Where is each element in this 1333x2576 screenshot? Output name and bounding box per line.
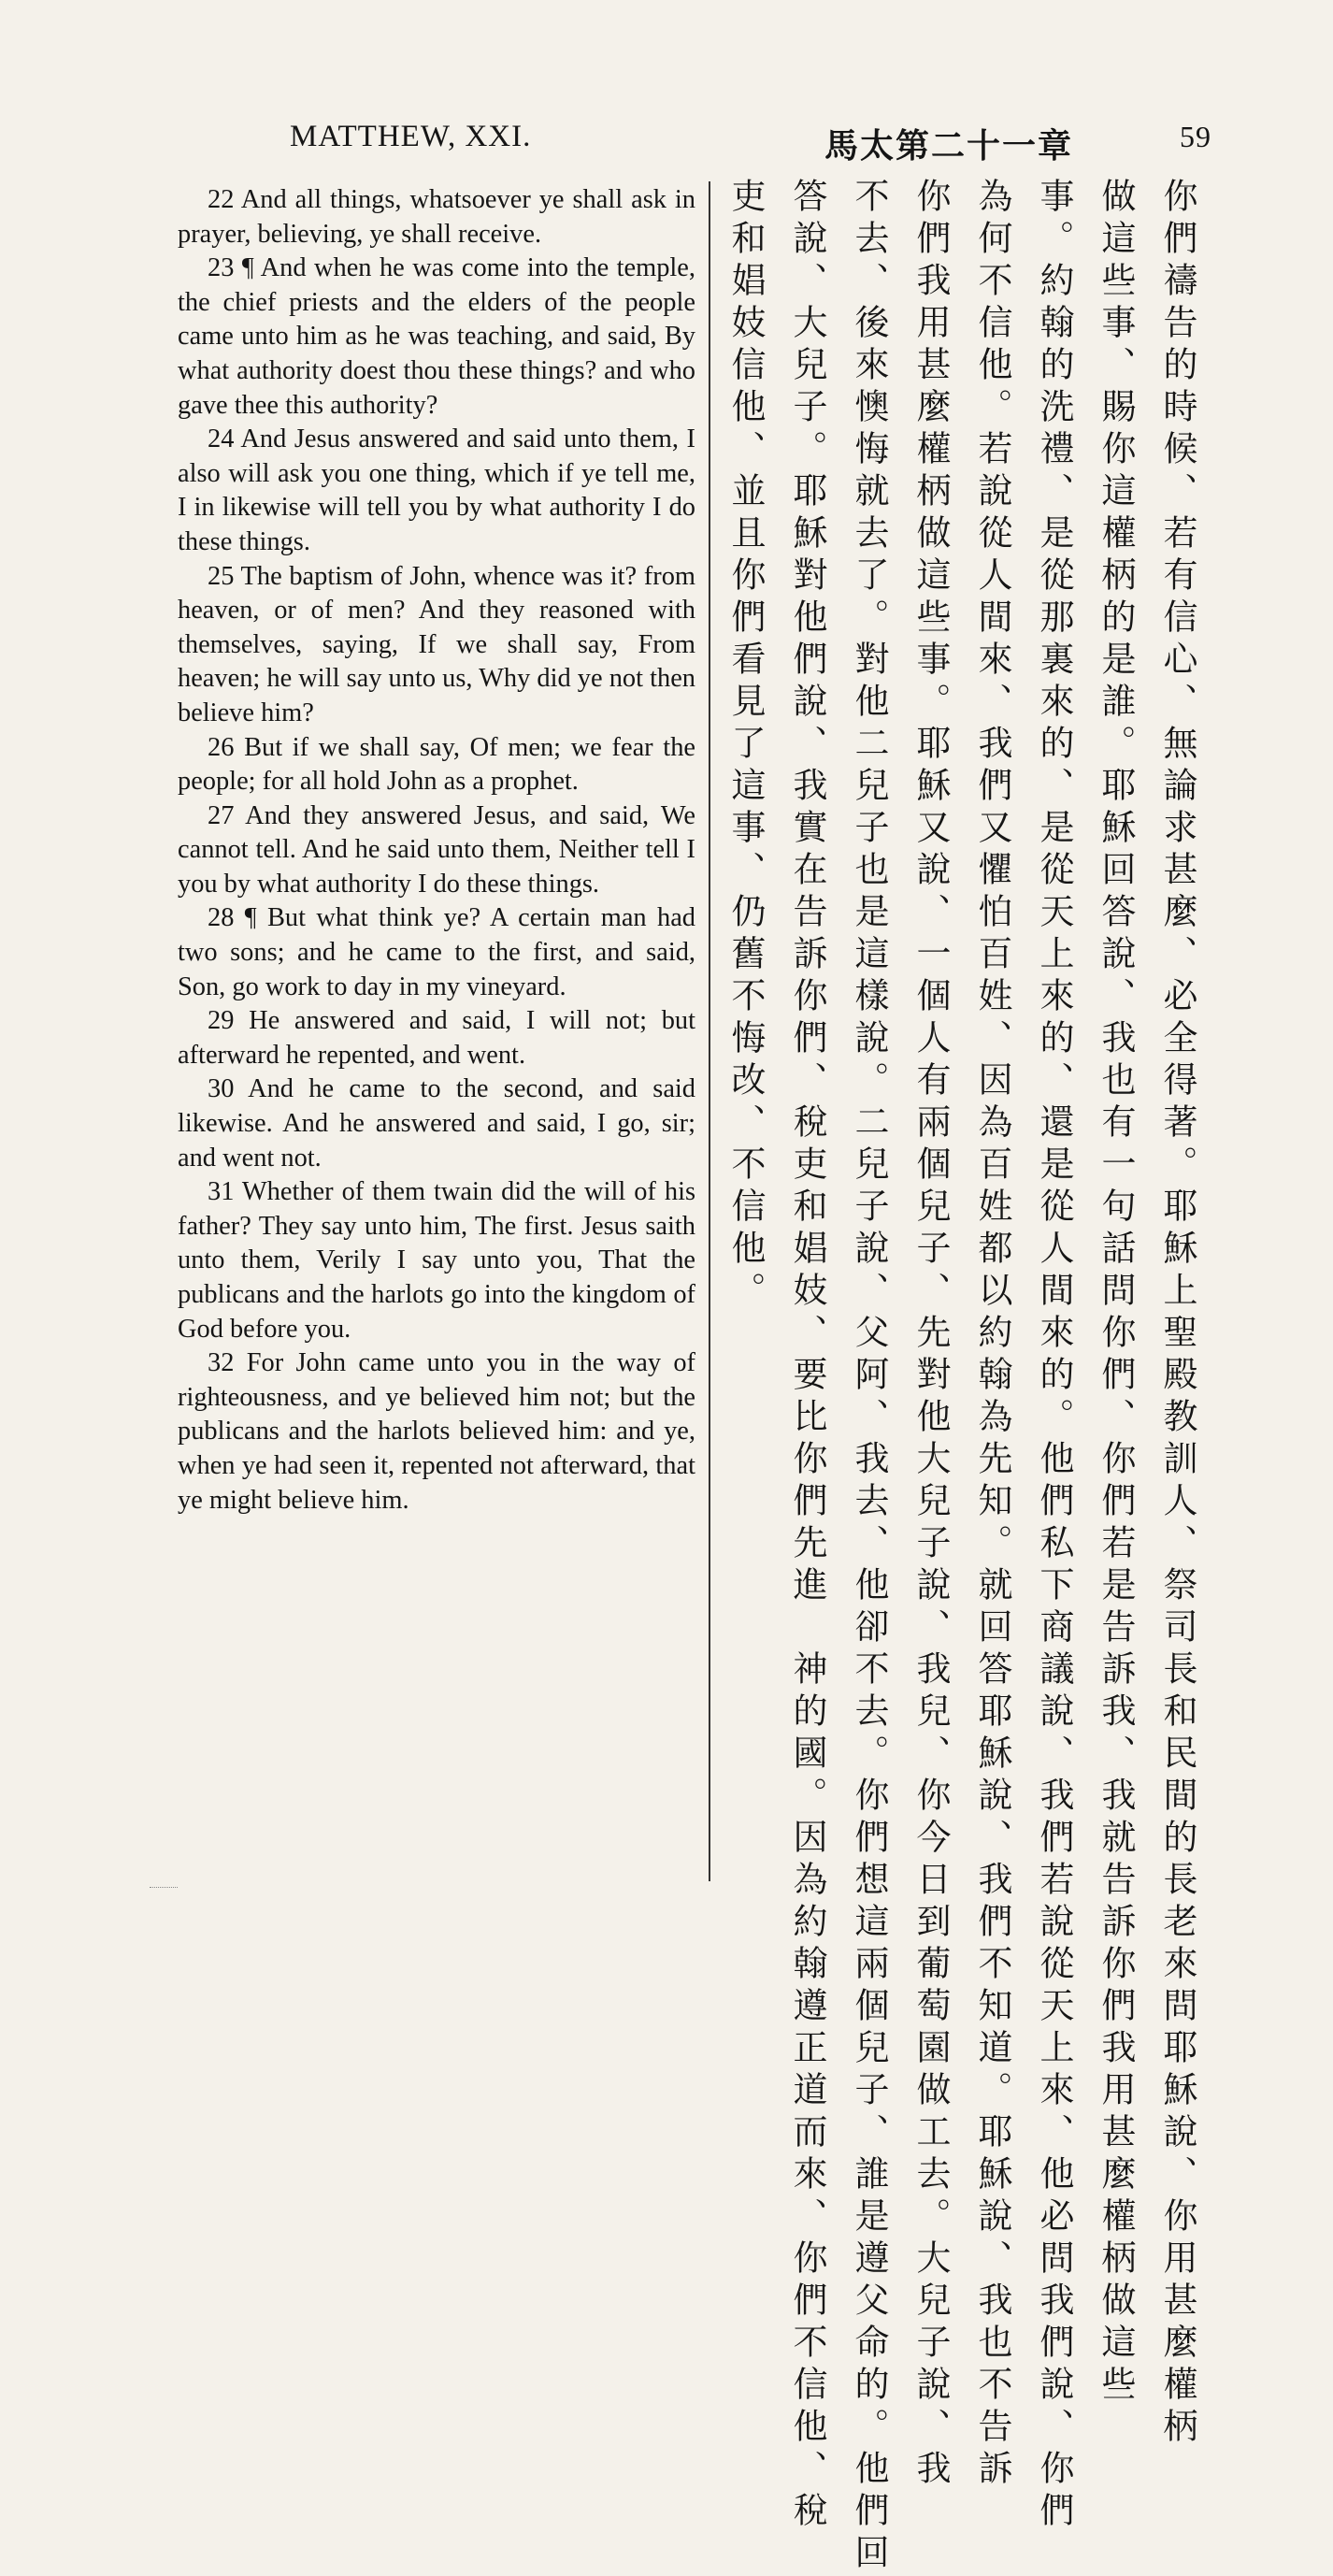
verse-28: 28 ¶ But what think ye? A certain man had two sons; and he came to the first, and said, Son, go work to day in my vineyard. (178, 903, 695, 1001)
chinese-line-3: 事。約翰的洗禮、是從那裏來的、是從天上來的、還是從人間來的。他們私下商議說、我們若說從天上來、他必問我們說、你們 (1034, 178, 1074, 2534)
verse-24: 24 And Jesus answered and said unto them, I also will ask you one thing, which if ye tell me, I in likewise will tell you by what authority I do these things. (178, 425, 695, 556)
verse-27: 27 And they answered Jesus, and said, We cannot tell. And he said unto them, Neither tell I you by what authority I do these things. (178, 800, 695, 899)
chinese-text-column (720, 178, 1206, 2576)
running-head-chinese: 馬太第二十一章 (824, 127, 1074, 165)
page-number: 59 (1180, 120, 1211, 153)
verse-31: 31 Whether of them twain did the will of his father? They say unto him, The first. Jesus saith unto them, Verily I say unto you, That the publicans and the harlots go into the kingdom of God before you. (178, 1177, 695, 1344)
english-text-column (178, 183, 695, 1518)
verse-25: 25 The baptism of John, whence was it? from heaven, or of men? And they reasoned with themselves, saying, If we shall say, From heaven; he will say unto us, Why did ye not then believe him? (178, 561, 695, 727)
chinese-line-6: 不去、後來懊悔就去了。對他二兒子也是這樣說。二兒子說、父阿、我去、他卻不去。你們想這兩個兒子、誰是遵父命的。他們回 (849, 178, 889, 2576)
verse-22: 22 And all things, whatsoever ye shall ask in prayer, believing, ye shall receive. (178, 185, 695, 249)
running-head-english: MATTHEW, XXI. (290, 120, 532, 153)
verse-32: 32 For John came unto you in the way of righteousness, and ye believed him not; but the publicans and the harlots believed him: and ye, when ye had seen it, repented not afterward, that ye might believe him. (178, 1348, 695, 1515)
chinese-line-7: 答說、大兒子。耶穌對他們說、我實在告訴你們、稅吏和娼妓、要比你們先進 神的國。因為約翰遵正道而來、你們不信他、稅 (787, 178, 827, 2534)
verse-29: 29 He answered and said, I will not; but afterward he repented, and went. (178, 1006, 695, 1070)
verse-23: 23 ¶ And when he was come into the temple, the chief priests and the elders of the people came unto him as he was teaching, and said, By what authority doest thou these things? and who gave thee this authority? (178, 253, 695, 420)
chinese-line-2: 做這些事、賜你這權柄的是誰。耶穌回答說、我也有一句話問你們、你們若是告訴我、我就告訴你們我用甚麼權柄做這些 (1096, 178, 1136, 2408)
chinese-line-5: 你們我用甚麼權柄做這些事。耶穌又說、一個人有兩個兒子、先對他大兒子說、我兒、你今日到葡萄園做工去。大兒子說、我 (910, 178, 951, 2492)
chinese-line-1: 你們禱告的時候、若有信心、無論求甚麼、必全得著。耶穌上聖殿教訓人、祭司長和民間的長老來問耶穌說、你用甚麼權柄 (1157, 178, 1197, 2450)
column-divider (709, 181, 710, 1881)
chinese-line-8: 吏和娼妓信他、並且你們看見了這事、仍舊不悔改、不信他。 (725, 178, 766, 1314)
verse-30: 30 And he came to the second, and said likewise. And he answered and said, I go, sir; and went not. (178, 1074, 695, 1173)
chinese-line-4: 為何不信他。若說從人間來、我們又懼怕百姓、因為百姓都以約翰為先知。就回答耶穌說、我們不知道。耶穌說、我也不告訴 (972, 178, 1012, 2492)
verse-26: 26 But if we shall say, Of men; we fear the people; for all hold John as a prophet. (178, 732, 695, 797)
footer-mark (150, 1887, 178, 1888)
